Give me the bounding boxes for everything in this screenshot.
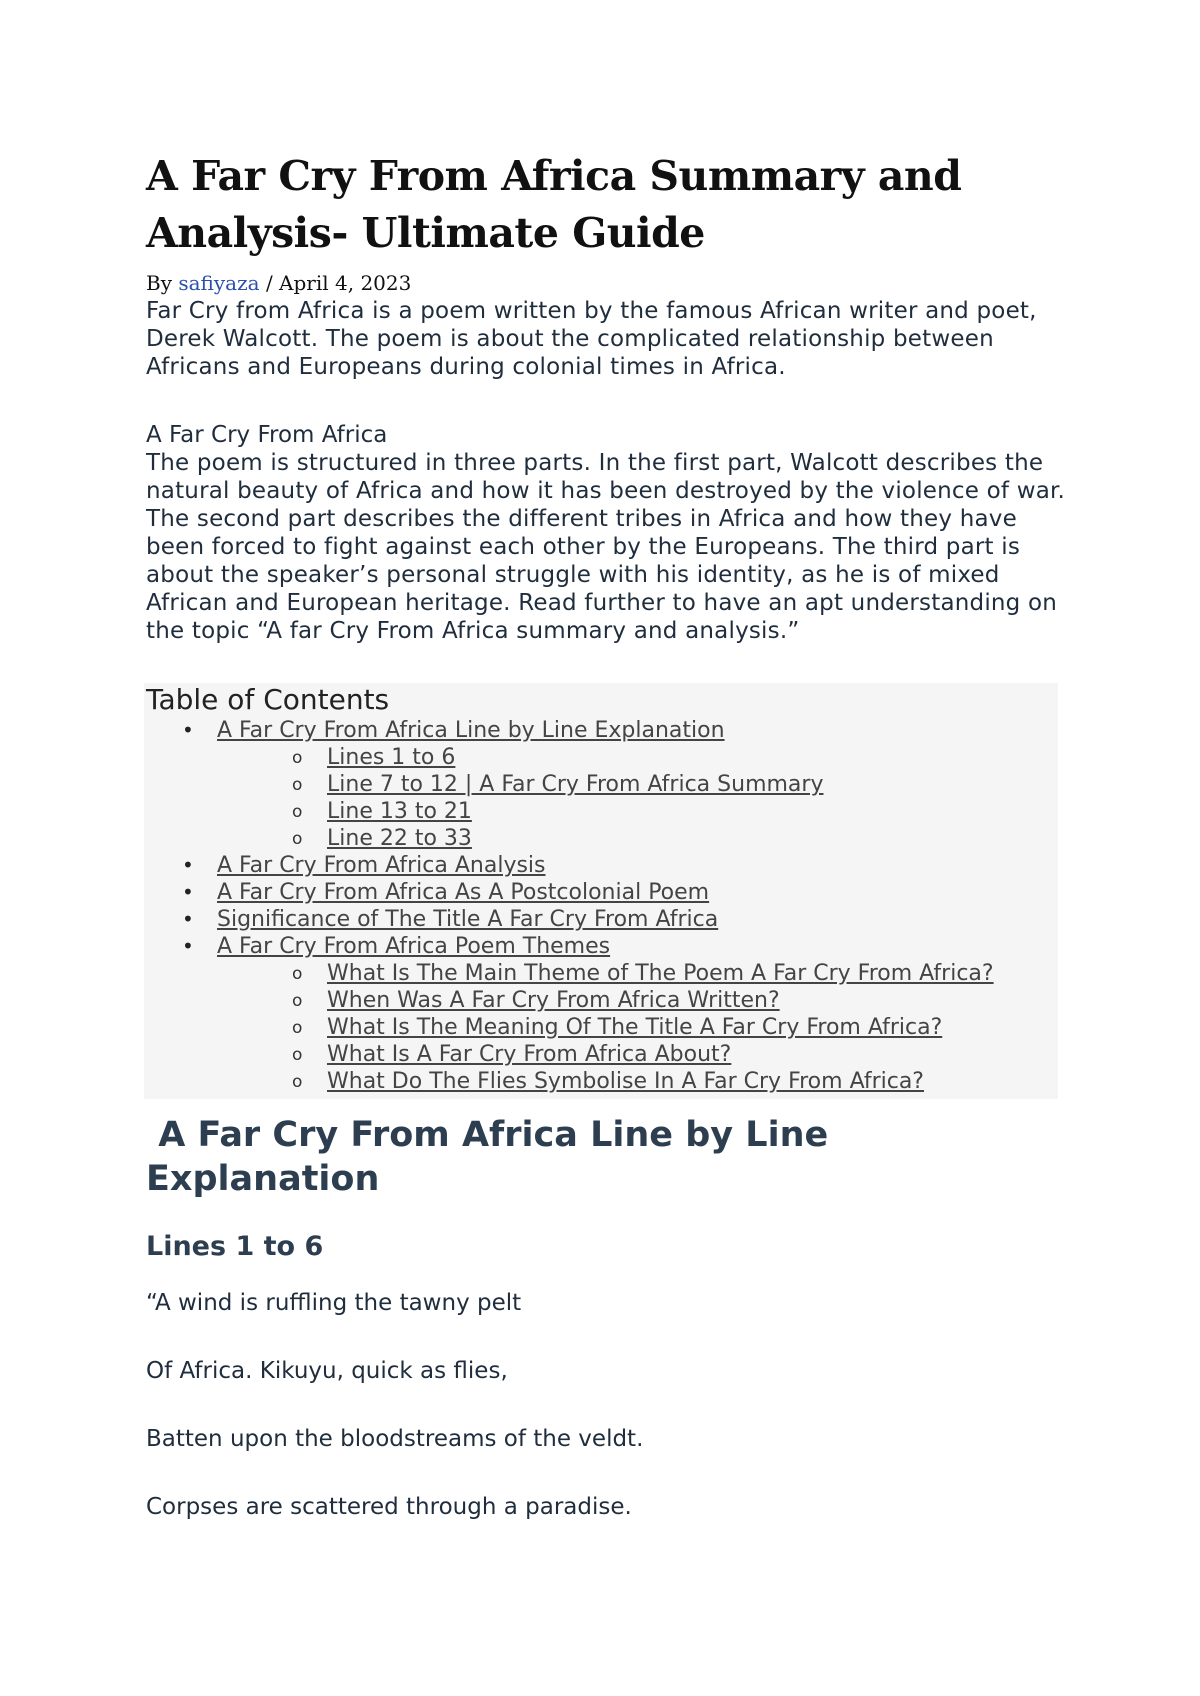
byline-separator: /: [265, 271, 280, 295]
overview-paragraph: The poem is structured in three parts. In the first part, Walcott describes the natural beauty of Africa and how it has been destroyed by the violence of war. The second part describes the different tribes in Africa and how they have been forced to fight against each other by the Europeans. The third part is about the speaker’s personal struggle with his identity, as he is of mixed African and European heritage. Read further to have an apt understanding on the topic “A far Cry From Africa summary and analysis.”: [146, 450, 1066, 644]
toc-subitem: [144, 1041, 1058, 1068]
intro-paragraph: Far Cry from Africa is a poem written by the famous African writer and poet, Derek Walcott. The poem is about the complicated relationship between Africans and Europeans during colonial times in Africa.: [146, 298, 1037, 380]
toc-link[interactable]: What Do The Flies Symbolise In A Far Cry From Africa?: [327, 1069, 924, 1094]
toc-subitem: [144, 1068, 1058, 1095]
toc-link[interactable]: What Is A Far Cry From Africa About?: [327, 1042, 732, 1067]
toc-item: [144, 717, 1058, 744]
toc-item: [144, 933, 1058, 960]
toc-link[interactable]: Significance of The Title A Far Cry From Africa: [217, 907, 719, 932]
byline: [146, 270, 1066, 296]
author-link[interactable]: safiyaza: [178, 271, 266, 295]
toc-title: Table of Contents: [146, 683, 390, 716]
toc-subitem: [144, 744, 1058, 771]
section-subheading: Lines 1 to 6: [146, 1231, 324, 1262]
toc-subitem: [144, 771, 1058, 798]
toc-link[interactable]: Line 13 to 21: [327, 799, 472, 824]
verse-line: “A wind is ruffling the tawny pelt: [146, 1290, 522, 1316]
verse-line: Batten upon the bloodstreams of the veldt.: [146, 1426, 644, 1452]
table-of-contents: [144, 683, 1058, 1099]
article: [146, 148, 1066, 1521]
byline-prefix: By: [146, 271, 179, 295]
toc-link[interactable]: Line 22 to 33: [327, 826, 472, 851]
toc-link[interactable]: What Is The Main Theme of The Poem A Far Cry From Africa?: [327, 961, 994, 986]
toc-subitem: [144, 960, 1058, 987]
toc-subitem: [144, 798, 1058, 825]
toc-item: [144, 852, 1058, 879]
toc-subitem: [144, 1014, 1058, 1041]
toc-subitem: [144, 825, 1058, 852]
toc-subitem: [144, 987, 1058, 1014]
toc-link[interactable]: Line 7 to 12 | A Far Cry From Africa Summary: [327, 772, 824, 797]
toc-item: [144, 879, 1058, 906]
poem-subheading: A Far Cry From Africa: [146, 422, 388, 448]
verse-line: Of Africa. Kikuyu, quick as flies,: [146, 1358, 508, 1384]
toc-link[interactable]: A Far Cry From Africa As A Postcolonial Poem: [217, 880, 710, 905]
toc-item: [144, 906, 1058, 933]
toc-link[interactable]: When Was A Far Cry From Africa Written?: [327, 988, 780, 1013]
verse-line: Corpses are scattered through a paradise.: [146, 1494, 632, 1520]
section-heading: A Far Cry From Africa Line by Line Explanation: [146, 1115, 841, 1199]
toc-link[interactable]: What Is The Meaning Of The Title A Far Cry From Africa?: [327, 1015, 943, 1040]
toc-link[interactable]: Lines 1 to 6: [327, 745, 456, 770]
publish-date: April 4, 2023: [279, 271, 412, 295]
toc-link[interactable]: A Far Cry From Africa Poem Themes: [217, 934, 611, 959]
toc-list: [144, 717, 1058, 1095]
article-title: A Far Cry From Africa Summary and Analysis- Ultimate Guide: [146, 152, 962, 257]
toc-link[interactable]: A Far Cry From Africa Line by Line Explanation: [217, 718, 725, 743]
toc-link[interactable]: A Far Cry From Africa Analysis: [217, 853, 546, 878]
